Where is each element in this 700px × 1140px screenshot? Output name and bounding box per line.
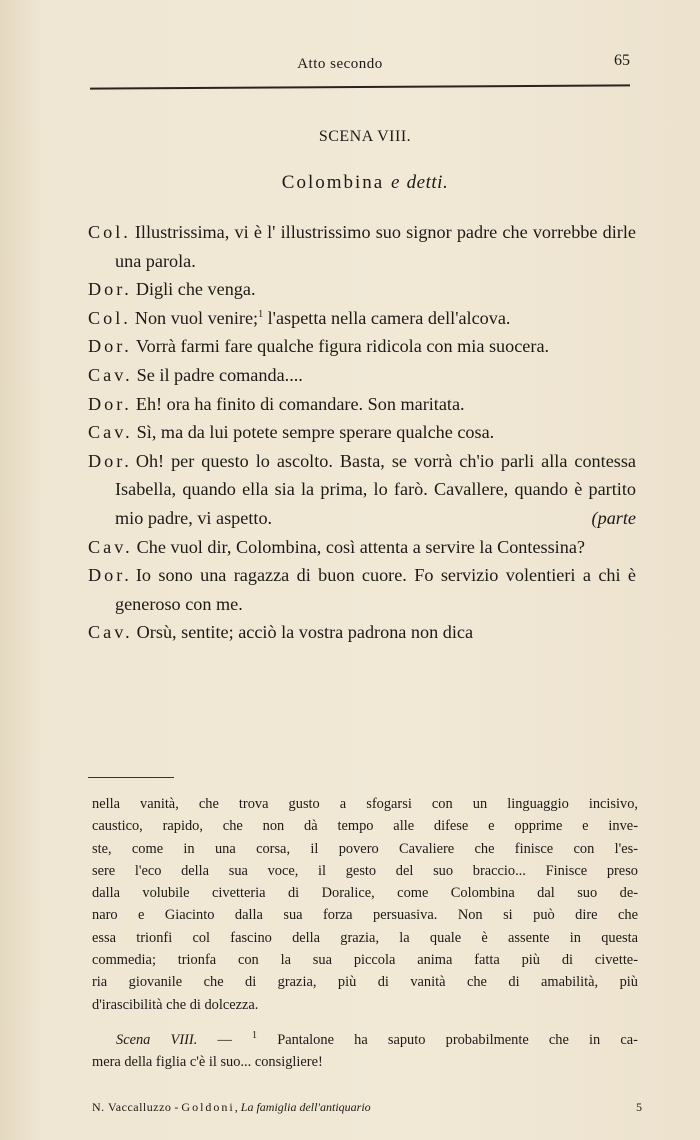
commentary-line: caustico, rapido, che non dà tempo alle difese e opprime e inve- <box>92 818 638 835</box>
character-name: Colombina <box>281 172 385 193</box>
footnote-dash: — <box>197 1032 253 1048</box>
speaker: Dor. <box>88 393 132 414</box>
footnote-line <box>92 1029 638 1051</box>
speaker: Dor. <box>88 565 132 586</box>
speech-text: Io sono una ragazza di buon cuore. Fo servizio volentieri a chi è generoso con me. <box>115 565 636 614</box>
speech-line <box>88 447 636 533</box>
speaker: Dor. <box>88 450 132 471</box>
commentary-line: ria giovanile che di grazia, più di vanità che di amabilità, più <box>92 974 638 991</box>
footnote <box>92 1029 638 1074</box>
speech-text-cont: l'aspetta nella camera dell'alcova. <box>263 307 511 328</box>
speaker: Col. <box>88 307 131 328</box>
speech-text: Vorrà farmi fare qualche figura ridicola con mia suocera. <box>135 336 550 357</box>
speech-line <box>88 332 636 361</box>
character-rest: detti. <box>406 172 449 193</box>
footnote-line: mera della figlia c'è il suo... consigliere! <box>92 1054 323 1071</box>
signature-work: La famiglia dell'antiquario <box>240 1100 371 1114</box>
speech-line <box>88 361 636 390</box>
speaker: Cav. <box>88 622 133 643</box>
printer-signature <box>92 1100 642 1115</box>
character-conjunction: e <box>390 172 400 193</box>
signature-sep: - <box>171 1100 182 1114</box>
running-title: Atto secondo <box>297 56 383 72</box>
speech-line <box>88 275 636 304</box>
commentary-line: commedia; trionfa con la sua piccola anima fatta più di civette- <box>92 952 638 969</box>
commentary-line: nella vanità, che trova gusto a sfogarsi con un linguaggio incisivo, <box>92 796 638 812</box>
speaker: Cav. <box>88 364 133 385</box>
commentary-line: ste, come in una corsa, il povero Cavaliere che finisce con l'es- <box>92 840 638 857</box>
footnote-scene-ref: Scena VIII. <box>116 1032 198 1048</box>
speech-line <box>88 218 636 275</box>
speech-text: Eh! ora ha finito di comandare. Son maritata. <box>135 393 465 414</box>
speaker: Dor. <box>88 279 132 300</box>
scene-characters <box>0 172 700 194</box>
signature-author: N. Vaccalluzzo <box>92 1100 172 1114</box>
speech-text: Non vuol venire; <box>134 307 259 328</box>
header-rule <box>90 84 630 89</box>
speech-line <box>88 390 636 419</box>
commentary-note <box>92 793 638 1016</box>
commentary-line: d'irascibilità che di dolcezza. <box>92 996 259 1013</box>
footnote-marker: 1 <box>258 308 264 320</box>
speech-line <box>88 533 636 562</box>
commentary-line: naro e Giacinto dalla sua forza persuasiva. Non si può dire che <box>92 907 638 924</box>
speech-text: Orsù, sentite; acciò la vostra padrona non dica <box>136 622 474 643</box>
speaker: Cav. <box>88 422 133 443</box>
speech-text: Che vuol dir, Colombina, così attenta a servire la Contessina? <box>136 536 585 557</box>
speech-line <box>88 304 636 333</box>
speech-text: Digli che venga. <box>135 279 256 300</box>
speech-line <box>88 618 636 647</box>
speaker: Cav. <box>88 536 133 557</box>
speaker: Col. <box>88 222 131 242</box>
speech-text: Illustrissima, vi è l' illustrissimo suo signor padre che vorrebbe dirle una parola. <box>115 222 636 271</box>
signature-sheet-number: 5 <box>636 1100 642 1114</box>
commentary-line: essa trionfi col fascino della grazia, la quale è assente in questa <box>92 929 638 946</box>
speech-line <box>88 418 636 447</box>
footnote-mark: 1 <box>252 1030 258 1042</box>
stage-direction: (parte <box>591 507 636 528</box>
speech-text: Sì, ma da lui potete sempre sperare qualche cosa. <box>136 422 495 443</box>
commentary-line: sere l'eco della sua voce, il gesto del suo braccio... Finisce preso <box>92 862 638 879</box>
speech-text: Oh! per questo lo ascolto. Basta, se vorrà ch'io parli alla contessa Isabella, quando ella sia la prima, lo farò. Cavallere, quando è partito mio padre, vi aspetto. <box>115 450 636 528</box>
footnote-text: Pantalone ha saputo probabilmente che in ca- <box>257 1032 638 1048</box>
page-number: 65 <box>614 52 630 69</box>
speaker: Dor. <box>88 336 132 357</box>
commentary-line: dalla volubile civetteria di Doralice, come Colombina dal suo de- <box>92 885 638 902</box>
speech-line <box>88 561 636 618</box>
signature-subject: Goldoni <box>181 1100 235 1114</box>
footnote-rule <box>88 777 174 778</box>
signature-comma: , <box>234 1100 241 1114</box>
dialogue <box>88 218 636 647</box>
speech-text: Se il padre comanda.... <box>136 364 303 385</box>
scene-title: SCENA VIII. <box>318 128 412 145</box>
